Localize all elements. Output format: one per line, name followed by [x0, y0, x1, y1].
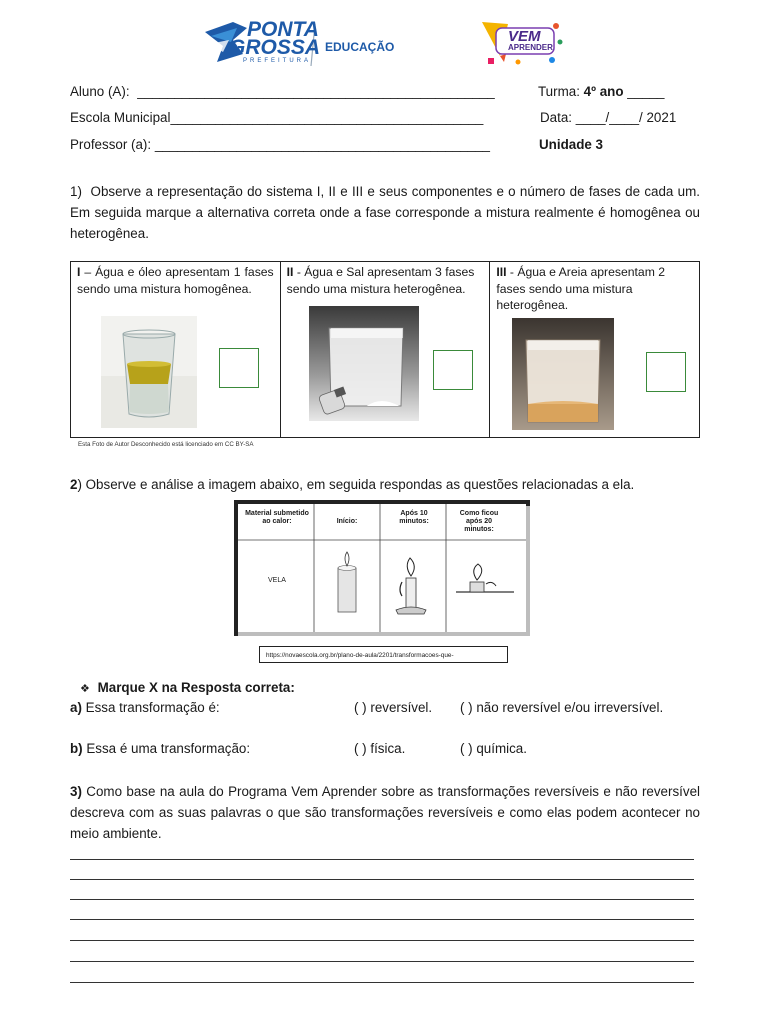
- sand-water-beaker-image: [512, 318, 614, 430]
- logo-va-line1: VEM: [508, 28, 541, 45]
- q1-option-3: [490, 262, 700, 438]
- answer-line[interactable]: [70, 859, 694, 860]
- q1-option-3-checkbox[interactable]: [646, 352, 686, 392]
- q2b-text: Essa é uma transformação:: [82, 741, 251, 756]
- answer-line[interactable]: [70, 961, 694, 962]
- q2a-letter: a): [70, 700, 82, 715]
- figure-header-material: Material submetido ao calor:: [245, 510, 309, 525]
- q2a-text: Essa transformação é:: [81, 700, 220, 715]
- logo-pg-line2: GROSSA: [229, 36, 321, 59]
- data-field[interactable]: ____/____/ 2021: [575, 110, 677, 125]
- answer-line[interactable]: [70, 940, 694, 941]
- q2-instruction-text: Marque X na Resposta correta:: [97, 680, 295, 695]
- q1-option-1-text: – Água e óleo apresentam 1 fases sendo uma mistura homogênea.: [77, 265, 274, 296]
- salt-water-beaker-image: [309, 306, 419, 421]
- q1-option-2-checkbox[interactable]: [433, 350, 473, 390]
- q1-option-2-numeral: II: [286, 265, 294, 279]
- aluno-label: Aluno (A):: [70, 84, 130, 99]
- figure-header-10min: Após 10 minutos:: [399, 510, 429, 525]
- ponta-grossa-logo: [203, 18, 399, 70]
- q1-option-1-numeral: I: [77, 265, 81, 279]
- q1-option-3-text: - Água e Areia apresentam 2 fases sendo uma mistura heterogênea.: [496, 265, 666, 312]
- turma-row: [538, 84, 665, 99]
- q2a-option-nao-reversivel[interactable]: ( ) não reversível e/ou irreversível.: [460, 700, 664, 715]
- escola-label: Escola Municipal: [70, 110, 171, 125]
- data-label: Data:: [540, 110, 573, 125]
- turma-value: 4º ano: [583, 84, 624, 99]
- q2b-option-fisica[interactable]: ( ) física.: [354, 741, 406, 756]
- q2b-option-quimica[interactable]: ( ) química.: [460, 741, 527, 756]
- escola-field[interactable]: __________________________________________: [170, 110, 484, 125]
- q1-options-table: [70, 261, 700, 438]
- figure-header-20min: Como ficou após 20 minutos:: [459, 510, 499, 533]
- candle-figure: [234, 500, 530, 636]
- q3-text: Como base na aula do Programa Vem Aprender sobre as transformações reversíveis e não reversível descreva com as suas palavras o que são transformações reversíveis e como elas podem acontecer no meio ambiente.: [70, 784, 700, 841]
- professor-label: Professor (a):: [70, 137, 152, 152]
- aluno-field[interactable]: ________________________________________________: [137, 84, 495, 99]
- answer-line[interactable]: [70, 982, 694, 983]
- q3-number: 3): [70, 784, 82, 799]
- diamond-bullet-icon: ❖: [80, 683, 90, 695]
- q2a-option-reversivel[interactable]: ( ) reversível.: [354, 700, 433, 715]
- q2a-row: [70, 700, 220, 715]
- q2-number: 2: [70, 477, 78, 492]
- logo-pg-sub: PREFEITURA: [243, 58, 312, 64]
- q1-text: Observe a representação do sistema I, II e III e seus componentes e o número de fases de cada um. Em seguida marque a alternativa correta onde a fase corresponde a mistura realmente é homogênea ou heterogênea.: [70, 184, 700, 241]
- turma-field[interactable]: _____: [627, 84, 665, 99]
- figure-source-url[interactable]: https://novaescola.org.br/plano-de-aula/2201/transformacoes-que-: [259, 646, 508, 663]
- q2b-row: [70, 741, 250, 756]
- turma-label: Turma:: [538, 84, 580, 99]
- q1-statement: [70, 181, 700, 244]
- q1-image-credit: Esta Foto de Autor Desconhecido está licenciado em CC BY-SA: [78, 441, 254, 448]
- figure-header-inicio: Início:: [336, 518, 358, 525]
- professor-field[interactable]: _____________________________________________: [154, 137, 490, 152]
- data-row: [540, 110, 676, 125]
- q1-option-2: [280, 262, 490, 438]
- q1-number: 1): [70, 184, 82, 199]
- q2-instruction: [80, 680, 295, 695]
- answer-line[interactable]: [70, 919, 694, 920]
- q1-option-1-checkbox[interactable]: [219, 348, 259, 388]
- vem-aprender-logo: [478, 16, 564, 68]
- logo-pg-edu: EDUCAÇÃO: [325, 40, 395, 54]
- logo-pg-line1: PONTA: [247, 18, 319, 41]
- logo-va-line2: APRENDER: [508, 43, 553, 52]
- answer-line[interactable]: [70, 879, 694, 880]
- unidade-label: Unidade 3: [539, 137, 603, 152]
- q2b-letter: b): [70, 741, 83, 756]
- q2-statement: [70, 474, 700, 495]
- figure-material-vela: VELA: [268, 577, 286, 584]
- q1-option-2-text: - Água e Sal apresentam 3 fases sendo uma mistura heterogênea.: [286, 265, 475, 296]
- answer-line[interactable]: [70, 899, 694, 900]
- q1-option-3-numeral: III: [496, 265, 507, 279]
- q2-text: ) Observe e análise a imagem abaixo, em seguida respondas as questões relacionadas a ela.: [77, 477, 635, 492]
- oil-water-glass-image: [101, 316, 197, 428]
- q3-statement: [70, 781, 700, 844]
- q1-option-1: [71, 262, 281, 438]
